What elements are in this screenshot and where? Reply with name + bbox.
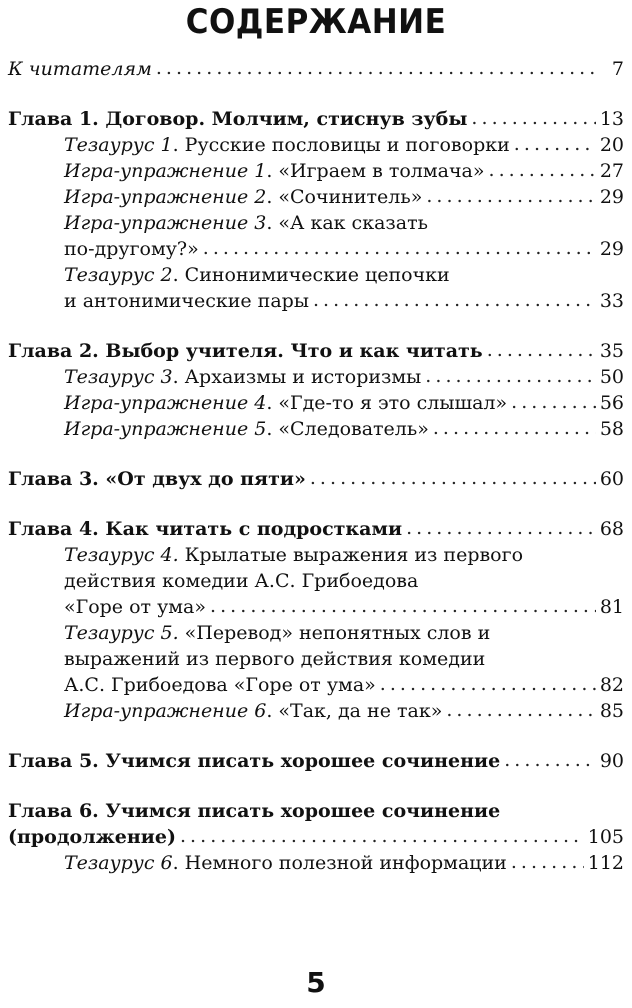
toc-entry-thesaurus-3[interactable] [8, 364, 624, 390]
leader-dots [488, 157, 595, 183]
leader-dots [471, 105, 595, 131]
entry-kind: Тезаурус 6 [64, 852, 173, 874]
toc-entry-chapter-3[interactable] [8, 466, 624, 492]
leader-dots [446, 697, 595, 723]
entry-label: . «Следователь» [266, 418, 429, 440]
leader-dots [487, 337, 596, 363]
page-ref: 90 [599, 750, 624, 772]
entry-kind: Игра-упражнение 6 [64, 700, 267, 722]
toc-entry-thesaurus-2-line-1[interactable] [8, 262, 624, 288]
toc-entry-thesaurus-4-line-2[interactable] [8, 568, 624, 594]
toc-entry-thesaurus-2-line-2[interactable] [8, 288, 624, 314]
entry-kind: Тезаурус 2 [64, 264, 173, 286]
entry-label-continued: по-другому?» [64, 238, 199, 260]
leader-dots [514, 131, 596, 157]
page-ref: 112 [587, 852, 624, 874]
leader-dots [180, 823, 584, 849]
page-ref: 7 [611, 58, 624, 80]
page-ref: 50 [599, 366, 624, 388]
page-ref: 56 [599, 392, 624, 414]
toc-entry-game-4[interactable] [8, 390, 624, 416]
toc-entry-game-6[interactable] [8, 698, 624, 724]
toc-entry-thesaurus-4-line-1[interactable] [8, 542, 624, 568]
leader-dots [210, 593, 596, 619]
entry-label-continued: действия комедии А.С. Грибоедова [64, 570, 419, 592]
leader-dots [406, 515, 596, 541]
toc-entry-chapter-6-line-2[interactable] [8, 824, 624, 850]
toc-entry-game-1[interactable] [8, 158, 624, 184]
entry-label-continued: выражений из первого действия комедии [64, 648, 486, 670]
entry-label: . Архаизмы и историзмы [172, 366, 422, 388]
toc-entry-chapter-5[interactable] [8, 748, 624, 774]
page-number: 5 [306, 966, 326, 999]
leader-dots [310, 465, 596, 491]
toc-entry-thesaurus-4-line-3[interactable] [8, 594, 624, 620]
leader-dots [511, 849, 584, 875]
toc-entry-thesaurus-5-line-2[interactable] [8, 646, 624, 672]
entry-kind: Игра-упражнение 4 [64, 392, 267, 414]
entry-label: Глава 2. Выбор учителя. Что и как читать [8, 340, 483, 362]
leader-dots [511, 389, 596, 415]
entry-label: . Синонимические цепочки [172, 264, 450, 286]
page-ref: 85 [599, 700, 624, 722]
page-title: СОДЕРЖАНИЕ [185, 2, 447, 42]
leader-dots [425, 363, 596, 389]
toc-entry-thesaurus-1[interactable] [8, 132, 624, 158]
entry-label: Глава 1. Договор. Молчим, стиснув зубы [8, 108, 468, 130]
page-ref: 29 [599, 186, 624, 208]
entry-label: Глава 6. Учимся писать хорошее сочинение [8, 800, 501, 822]
page-ref: 68 [599, 518, 624, 540]
table-of-contents [8, 56, 624, 876]
entry-label: . Русские пословицы и поговорки [172, 134, 510, 156]
page-ref: 20 [599, 134, 624, 156]
entry-label: Глава 3. «От двух до пяти» [8, 468, 306, 490]
toc-entry-thesaurus-5-line-1[interactable] [8, 620, 624, 646]
page-ref: 27 [599, 160, 624, 182]
page-ref: 105 [587, 826, 624, 848]
entry-kind: Игра-упражнение 2 [64, 186, 267, 208]
page-ref: 60 [599, 468, 624, 490]
entry-label: . «А как сказать [266, 212, 428, 234]
entry-kind: Игра-упражнение 3 [64, 212, 267, 234]
entry-label: . Немного полезной информации [172, 852, 507, 874]
entry-label-continued: «Горе от ума» [64, 596, 206, 618]
entry-label: «Перевод» непонятных слов и [178, 622, 491, 644]
leader-dots [380, 671, 596, 697]
page-ref: 81 [599, 596, 624, 618]
entry-label: . «Играем в толмача» [266, 160, 485, 182]
entry-label: Крылатые выражения из первого [178, 544, 524, 566]
leader-dots [504, 747, 596, 773]
toc-entry-game-3-line-2[interactable] [8, 236, 624, 262]
toc-entry-chapter-2[interactable] [8, 338, 624, 364]
page-ref: 33 [599, 290, 624, 312]
entry-label: . «Сочинитель» [266, 186, 423, 208]
leader-dots [313, 287, 596, 313]
entry-kind: Тезаурус 4. [64, 544, 179, 566]
leader-dots [156, 55, 598, 81]
entry-label: . «Где-то я это слышал» [266, 392, 508, 414]
toc-entry-chapter-6-line-1[interactable] [8, 798, 624, 824]
page-ref: 58 [599, 418, 624, 440]
entry-label: Глава 5. Учимся писать хорошее сочинение [8, 750, 501, 772]
toc-entry-thesaurus-6[interactable] [8, 850, 624, 876]
entry-label-continued: А.С. Грибоедова «Горе от ума» [64, 674, 376, 696]
toc-entry-chapter-4[interactable] [8, 516, 624, 542]
entry-label: К читателям [8, 58, 152, 80]
toc-entry-game-3-line-1[interactable] [8, 210, 624, 236]
toc-entry-intro[interactable] [8, 56, 624, 82]
page-ref: 82 [599, 674, 624, 696]
entry-kind: Тезаурус 5. [64, 622, 179, 644]
entry-label: Глава 4. Как читать с подростками [8, 518, 403, 540]
entry-label-continued: (продолжение) [8, 826, 176, 848]
entry-kind: Тезаурус 3 [64, 366, 173, 388]
entry-label: . «Так, да не так» [266, 700, 443, 722]
page-ref: 13 [599, 108, 624, 130]
page-ref: 29 [599, 238, 624, 260]
entry-kind: Тезаурус 1 [64, 134, 173, 156]
entry-kind: Игра-упражнение 5 [64, 418, 267, 440]
toc-entry-game-5[interactable] [8, 416, 624, 442]
entry-kind: Игра-упражнение 1 [64, 160, 267, 182]
page-ref: 35 [599, 340, 624, 362]
toc-entry-thesaurus-5-line-3[interactable] [8, 672, 624, 698]
leader-dots [426, 183, 595, 209]
toc-entry-chapter-1[interactable] [8, 106, 624, 132]
entry-label-continued: и антонимические пары [64, 290, 309, 312]
leader-dots [433, 415, 596, 441]
leader-dots [203, 235, 596, 261]
toc-entry-game-2[interactable] [8, 184, 624, 210]
